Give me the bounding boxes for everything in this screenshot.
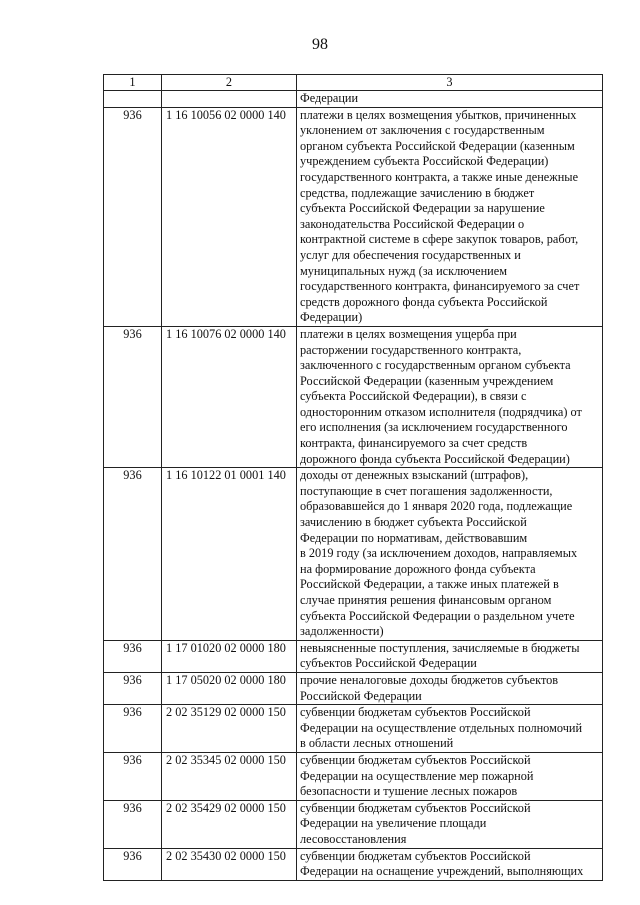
admin-code-cell: 936 xyxy=(104,800,162,848)
description-line: задолженности) xyxy=(300,624,384,639)
table-row xyxy=(104,326,603,467)
revenue-description-cell xyxy=(297,640,603,672)
table-row xyxy=(104,672,603,704)
revenue-description-cell xyxy=(297,848,603,880)
revenue-description-cell xyxy=(297,672,603,704)
revenue-code-cell: 2 02 35429 02 0000 150 xyxy=(162,800,297,848)
description-line: средств дорожного фонда субъекта Российской xyxy=(300,294,548,309)
page-number: 98 xyxy=(312,36,328,53)
table-row xyxy=(104,91,603,108)
description-line: органом субъекта Российской Федерации (казенным xyxy=(300,138,575,153)
description-line: контракта, финансируемого за счет средств xyxy=(300,436,528,451)
budget-revenue-table xyxy=(103,74,603,881)
description-line: заключенного с государственным органом субъекта xyxy=(300,358,571,373)
revenue-description-cell xyxy=(297,800,603,848)
revenue-code-cell: 1 16 10122 01 0001 140 xyxy=(162,468,297,641)
description-line: образовавшейся до 1 января 2020 года, подлежащие xyxy=(300,499,573,514)
description-line: в 2019 году (за исключением доходов, направляемых xyxy=(300,546,578,561)
description-line: субъекта Российской Федерации о раздельном учете xyxy=(300,608,575,623)
revenue-code-cell: 1 16 10056 02 0000 140 xyxy=(162,107,297,326)
description-line: субвенции бюджетам субъектов Российской xyxy=(300,800,531,815)
description-line: средства, подлежащие зачислению в бюджет xyxy=(300,185,535,200)
revenue-code-cell: 1 17 01020 02 0000 180 xyxy=(162,640,297,672)
description-line: Федерации на осуществление отдельных полномочий xyxy=(300,720,583,735)
description-line: уклонением от заключения с государственным xyxy=(300,123,545,138)
revenue-description-cell xyxy=(297,326,603,467)
description-line: невыясненные поступления, зачисляемые в бюджеты xyxy=(300,640,580,655)
admin-code-cell: 936 xyxy=(104,107,162,326)
table-row xyxy=(104,800,603,848)
description-line: прочие неналоговые доходы бюджетов субъектов xyxy=(300,672,559,687)
admin-code-cell xyxy=(104,91,162,108)
revenue-code-cell: 1 17 05020 02 0000 180 xyxy=(162,672,297,704)
description-line: Федерации на увеличение площади xyxy=(300,816,487,831)
table-row xyxy=(104,640,603,672)
description-line: Российской Федерации (казенным учреждением xyxy=(300,373,554,388)
admin-code-cell: 936 xyxy=(104,672,162,704)
table-row xyxy=(104,107,603,326)
description-line: платежи в целях возмещения ущерба при xyxy=(300,326,517,341)
description-line: субвенции бюджетам субъектов Российской xyxy=(300,752,531,767)
admin-code-cell: 936 xyxy=(104,705,162,753)
column-header-2: 2 xyxy=(162,75,297,91)
table-row xyxy=(104,705,603,753)
description-line: лесовосстановления xyxy=(300,831,407,846)
table-header-row xyxy=(104,75,603,91)
column-header-1: 1 xyxy=(104,75,162,91)
admin-code-cell: 936 xyxy=(104,640,162,672)
revenue-code-cell xyxy=(162,91,297,108)
description-line: в области лесных отношений xyxy=(300,736,454,751)
description-line: расторжении государственного контракта, xyxy=(300,342,522,357)
description-line: Федерации на оснащение учреждений, выполняющих xyxy=(300,864,584,879)
admin-code-cell: 936 xyxy=(104,848,162,880)
description-line: Федерации) xyxy=(300,310,363,325)
table-body xyxy=(104,91,603,881)
description-line: контрактной системе в сфере закупок товаров, работ, xyxy=(300,232,579,247)
description-line: субъекта Российской Федерации за нарушение xyxy=(300,201,545,216)
description-line: его исполнения (за исключением государственного xyxy=(300,420,568,435)
description-line: зачислению в бюджет субъекта Российской xyxy=(300,515,527,530)
description-line: безопасности и тушение лесных пожаров xyxy=(300,784,518,799)
revenue-description-cell xyxy=(297,752,603,800)
description-line: услуг для обеспечения государственных и xyxy=(300,247,521,262)
description-line: Федерации xyxy=(300,91,359,105)
revenue-code-cell: 2 02 35129 02 0000 150 xyxy=(162,705,297,753)
table-row xyxy=(104,848,603,880)
description-line: на формирование дорожного фонда субъекта xyxy=(300,561,536,576)
description-line: случае принятия решения финансовым органом xyxy=(300,593,552,607)
revenue-code-cell: 2 02 35430 02 0000 150 xyxy=(162,848,297,880)
description-line: поступающие в счет погашения задолженности, xyxy=(300,483,553,498)
description-line: субъекта Российской Федерации), в связи с xyxy=(300,389,527,404)
revenue-description-cell xyxy=(297,107,603,326)
description-line: Федерации по нормативам, действовавшим xyxy=(300,530,528,545)
description-line: государственного контракта, а также иные денежные xyxy=(300,169,579,184)
description-line: государственного контракта, финансируемого за счет xyxy=(300,279,580,294)
revenue-code-cell: 2 02 35345 02 0000 150 xyxy=(162,752,297,800)
admin-code-cell: 936 xyxy=(104,752,162,800)
description-line: Федерации на осуществление мер пожарной xyxy=(300,768,534,783)
description-line: субвенции бюджетам субъектов Российской xyxy=(300,848,531,863)
description-line: субвенции бюджетам субъектов Российской xyxy=(300,705,531,720)
revenue-description-cell xyxy=(297,468,603,641)
admin-code-cell: 936 xyxy=(104,326,162,467)
description-line: платежи в целях возмещения убытков, причиненных xyxy=(300,107,577,122)
description-line: муниципальных нужд (за исключением xyxy=(300,263,507,278)
description-line: законодательства Российской Федерации о xyxy=(300,216,525,231)
description-line: учреждением субъекта Российской Федерации) xyxy=(300,154,549,169)
revenue-description-cell xyxy=(297,705,603,753)
description-line: дорожного фонда субъекта Российской Федерации) xyxy=(300,451,570,466)
description-line: Российской Федерации xyxy=(300,688,422,703)
table-row xyxy=(104,468,603,641)
description-line: доходы от денежных взысканий (штрафов), xyxy=(300,468,529,483)
description-line: субъектов Российской Федерации xyxy=(300,656,477,671)
description-line: Российской Федерации, а также иных платежей в xyxy=(300,577,559,592)
revenue-description-cell xyxy=(297,91,603,108)
description-line: односторонним отказом исполнителя (подрядчика) от xyxy=(300,404,582,419)
column-header-3: 3 xyxy=(297,75,603,91)
table-row xyxy=(104,752,603,800)
admin-code-cell: 936 xyxy=(104,468,162,641)
revenue-code-cell: 1 16 10076 02 0000 140 xyxy=(162,326,297,467)
